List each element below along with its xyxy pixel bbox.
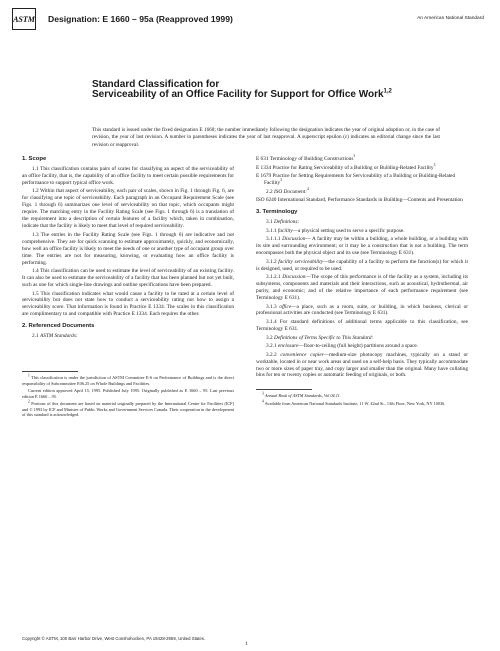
footnote-3 (256, 393, 468, 399)
reference-e1679 (256, 173, 468, 187)
footnote-marker: 2 (28, 399, 30, 404)
definition-text: —the capability of a facility to perform the function(s) for which it is designed, used, or required to be used. (256, 258, 468, 272)
title-footnote-marker: 1,2 (383, 88, 392, 95)
reference-e631 (256, 156, 468, 163)
paragraph-number: 3.1.1 (266, 227, 278, 234)
discussion-label: Discussion (282, 274, 306, 281)
reference-text: E 631 Terminology of Building Constructions (256, 156, 354, 162)
discussion-text: — A facility may be within a building, a whole building, or a building with its site and surrounding environment; or it may be a construction that is not a building. The term encompasses both the physical object and its use (see Terminology E 631). (256, 236, 468, 257)
footnote-2 (22, 401, 234, 418)
footnote-text: Available from American National Standards Institute, 11 W. 42nd St., 13th Floor, New York, NY 10036. (264, 400, 446, 406)
title-line-1: Standard Classification for (92, 79, 220, 90)
paragraph-2-1 (22, 333, 234, 340)
footnote-separator (22, 371, 78, 372)
discussion-facility-serviceability (256, 274, 468, 302)
definition-text: —medium-size photocopy machines, typically on a stand or worktable, located in or near work areas and used on a self-help basis. They typically accommodate two or more sizes of paper tray, and copy larger and smaller than the original. Many have collating bins for ten or twenty copies or automatic feeding of originals, or both. (256, 351, 468, 379)
svg-text:ASTM: ASTM (13, 15, 35, 24)
section-heading-terminology: 3. Terminology (256, 209, 298, 216)
footnote-text: Portions of this document are based on material originally prepared by the International Centre for Facilities (ICF) and © 1993 by ICF and Minister of Public Works and Government Services Canada. Their cooperation in the development of this standard is acknowledged. (22, 401, 234, 418)
reference-iso6240: ISO 6240 International Standard, Performance Standards in Building—Contents and Presentation (256, 197, 463, 204)
term: office (279, 303, 292, 310)
definition-office (256, 304, 468, 318)
reference-e1334 (256, 162, 468, 172)
discussion-label: Discussion (282, 236, 306, 243)
definition-convenience-copier (256, 352, 468, 380)
discussion-facility (256, 236, 468, 257)
paragraph-number: 3.2 (266, 334, 274, 341)
footnote-text: Annual Book of ASTM Standards, Vol 04.11. (264, 393, 341, 399)
paragraph-number: 3.1.1.1 (266, 236, 283, 243)
paragraph-1-5: 1.5 This classification indicates what would cause a facility to be rated at a certain level of serviceability but does not state how to conduct a serviceability rating nor how to assign a serviceability score. That information is found in Practice E 1334. The scales in this classification are complimentary to and compatible with Practice E 1334. Each requires the other. (22, 290, 234, 318)
paragraph-title: ASTM Standards: (39, 333, 78, 340)
section-heading-references: 2. Referenced Documents (22, 323, 95, 330)
definition-facility-serviceability (256, 259, 468, 273)
paragraph-3-2 (256, 335, 468, 342)
footnote-marker: 3 (262, 391, 264, 396)
footnote-marker: 3 (280, 178, 282, 183)
copyright-footer: Copyright © ASTM, 100 Barr Harbor Drive, West Conshohocken, PA 19428-2959, United States. (22, 636, 206, 641)
paragraph-1-2: 1.2 Within that aspect of serviceability, each pair of scales, shown in Fig. 1 through Fig. 6, are for classifying one topic of serviceability. Each paragraph in an Occupant Requirement Scale (see Figs. 1 through 6) summarizes one level of serviceability on that topic, which occupants might require. The matching entry in the Facility Rating Scale (see Figs. 1 through 6) is a translation of the requirement into a description of certain features of a facility which, taken in combination, indicate that the facility is likely to meet that level of required serviceability. (22, 188, 234, 230)
footnote-text: This classification is under the jurisdiction of ASTM Committee E-6 on Performance of Buildings and is the direct responsibility of Subcommittee E06.25 on Whole Buildings and Facilities. (22, 375, 234, 386)
paragraph-title: Definitions: (273, 219, 300, 226)
paragraph-1-4: 1.4 This classification can be used to estimate the level of serviceability of an existing facility. It can also be used to estimate the serviceability of a facility that has been planned but not yet built, such as one for which single-line drawings and outline specifications have been prepared. (22, 268, 234, 288)
designation: Designation: E 1660 – 95a (Reapproved 1999) (48, 14, 233, 24)
footnote-marker: 4 (262, 399, 264, 404)
footnote-marker: 1 (28, 373, 30, 378)
paragraph-1-1: 1.1 This classification contains pairs of scales for classifying an aspect of the serviceability of an office facility, that is, the capability of an office facility to meet certain possible requirements for performance to support typical office work. (22, 165, 234, 186)
paragraph-2-2 (256, 186, 468, 196)
definition-facility (256, 228, 468, 235)
paragraph-number: 3.1.2 (266, 258, 279, 265)
term: convenience copier (280, 351, 324, 358)
page-header (12, 8, 484, 30)
title-line-2 (92, 89, 412, 101)
paragraph-number: 3.1.2.1 (266, 274, 283, 281)
paragraph-number: 2.1 (32, 333, 40, 340)
footnote-marker: 4 (307, 186, 309, 191)
paragraph-3-1-4: 3.1.4 For standard definitions of additional terms applicable to this classification, see Terminology E 631. (256, 319, 468, 332)
definition-text: —a physical setting used to serve a specific purpose. (292, 227, 405, 234)
paragraph-3-1 (256, 219, 468, 226)
paragraph-number: 3.2.1 (266, 343, 278, 350)
paragraph-title: ISO Document: (273, 188, 308, 195)
paragraph-number: 3.2.2 (266, 351, 281, 358)
footnote-1 (22, 375, 234, 386)
paragraph-1-3: 1.3 The entries in the Facility Rating Scale (see Figs. 1 through 6) are indicative and not comprehensive. They are for quick scanning to estimate approximately, quickly, and economically, how well an office facility is likely to meet the needs of one or another type of occupant group over time. The entries are not for measuring, knowing, or evaluating how an office facility is performing. (22, 231, 234, 266)
definition-text: —floor-to-ceiling (full height) partitions around a space. (298, 343, 419, 350)
term: facility serviceability (278, 258, 324, 265)
reference-text: E 1679 Practice for Setting Requirements for Serviceability of a Building or Building-Related Facility (256, 173, 456, 187)
astm-logo-icon (12, 8, 36, 30)
issuance-notice: This standard is issued under the fixed designation E 1660; the number immediately following the designation indicates the year of original adoption or, in the case of revision, the year of last revision. A number in parentheses indicates the year of last reapproval. A superscript epsilon (ε) indicates an editorial change since the last revision or reapproval. (92, 127, 440, 148)
footnote-marker: 3 (433, 162, 436, 167)
term: enclosure (277, 343, 299, 350)
title-text: Serviceability of an Office Facility for Support for Office Work (92, 89, 384, 100)
definition-text: —a place, such as a room, suite, or building, in which business, clerical or professional activities are conducted (see Terminology E 631). (256, 303, 468, 317)
paragraph-number: 3.1.3 (266, 303, 280, 310)
left-column (22, 156, 234, 420)
paragraph-number: 2.2 (266, 188, 274, 195)
term: facility (277, 227, 293, 234)
footnote-1-edition: Current edition approved April 15, 1995. Published July 1995. Originally published as E 1660 – 95. Last previous edition E 1660 – 95. (22, 388, 234, 399)
right-column (256, 156, 468, 408)
page-number: 1 (245, 641, 248, 647)
discussion-text: —The scope of this performance is of the facility as a system, including its subsystems, components and materials and their interactions, such as acoustical, hydrothermal, air purity, and economic; and of the relative importance of each performance requirement (see Terminology E 631). (256, 274, 469, 301)
footnote-4 (256, 401, 468, 407)
footnote-marker: 3 (353, 154, 356, 159)
national-standard-label: An American National Standard (417, 16, 484, 21)
section-heading-scope: 1. Scope (22, 156, 47, 162)
definition-enclosure (256, 343, 468, 350)
footnote-separator (256, 389, 312, 390)
paragraph-number: 3.1 (266, 219, 274, 226)
reference-text: E 1334 Practice for Rating Serviceability of a Building or Building-Related Facility (256, 164, 434, 171)
paragraph-title: Definitions of Terms Specific to This Standard: (273, 334, 374, 341)
